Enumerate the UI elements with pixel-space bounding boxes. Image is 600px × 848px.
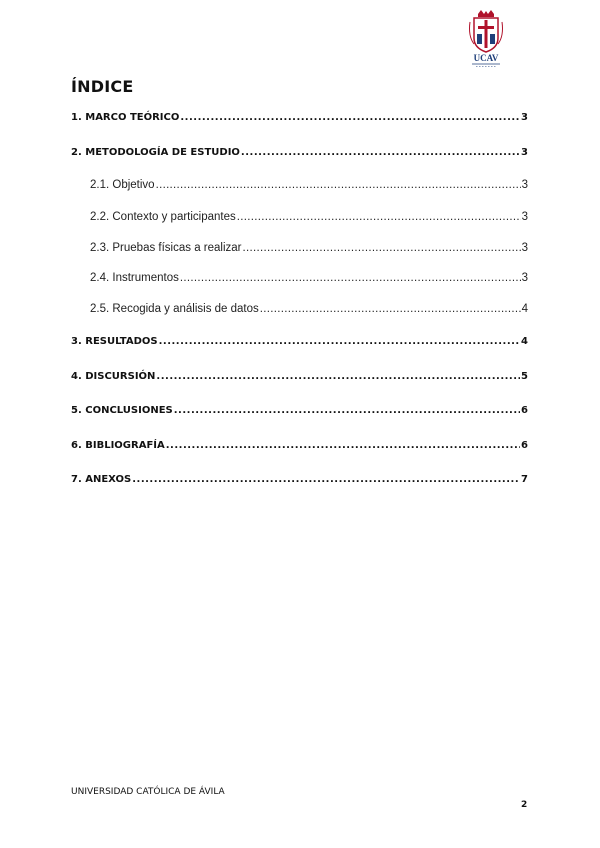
- toc-entry-page: 4: [521, 336, 528, 347]
- toc-entry-label: 2.2. Contexto y participantes: [90, 211, 236, 223]
- dot-leader: [156, 371, 520, 382]
- toc-entry-bibliografia[interactable]: [71, 440, 528, 451]
- toc-entry-anexos[interactable]: [71, 474, 528, 485]
- toc-entry-page: 3: [521, 112, 528, 123]
- toc-entry-instrumentos[interactable]: [90, 272, 528, 284]
- footer-institution: UNIVERSIDAD CATÓLICA DE ÁVILA: [71, 787, 225, 797]
- toc-entry-label: 1. MARCO TEÓRICO: [71, 112, 180, 123]
- toc-entry-resultados[interactable]: [71, 336, 528, 347]
- toc-entry-conclusiones[interactable]: [71, 405, 528, 416]
- toc-entry-objetivo[interactable]: [90, 179, 528, 191]
- toc-entry-page: 6: [521, 440, 528, 451]
- toc-entry-page: 7: [521, 474, 528, 485]
- toc-entry-label: 2.3. Pruebas físicas a realizar: [90, 242, 242, 254]
- toc-entry-page: 6: [521, 405, 528, 416]
- toc-entry-label: 2.1. Objetivo: [90, 179, 155, 191]
- dot-leader: [132, 474, 520, 485]
- toc-entry-recogida[interactable]: [90, 303, 528, 315]
- toc-entry-marco-teorico[interactable]: [71, 112, 528, 123]
- ucav-logo: [466, 10, 506, 68]
- toc-entry-discursion[interactable]: [71, 371, 528, 382]
- toc-entry-page: 3: [521, 272, 528, 284]
- logo-text: UCAV: [473, 53, 499, 63]
- toc-entry-page: 5: [521, 371, 528, 382]
- dot-leader: [180, 112, 520, 123]
- dot-leader: [237, 211, 521, 223]
- toc-entry-label: 2.5. Recogida y análisis de datos: [90, 303, 259, 315]
- toc-entry-label: 4. DISCURSIÓN: [71, 371, 156, 382]
- toc-entry-page: 3: [521, 179, 528, 191]
- toc-entry-label: 5. CONCLUSIONES: [71, 405, 173, 416]
- dot-leader: [174, 405, 520, 416]
- toc-entry-page: 3: [521, 211, 528, 223]
- toc-entry-page: 3: [521, 147, 528, 158]
- toc-entry-label: 2.4. Instrumentos: [90, 272, 179, 284]
- toc-entry-contexto[interactable]: [90, 211, 528, 223]
- dot-leader: [159, 336, 520, 347]
- toc-entry-label: 3. RESULTADOS: [71, 336, 158, 347]
- toc-entry-label: 7. ANEXOS: [71, 474, 132, 485]
- dot-leader: [180, 272, 521, 284]
- crown-icon: [478, 10, 494, 17]
- page-number: 2: [521, 800, 528, 810]
- dot-leader: [243, 242, 521, 254]
- toc-entry-page: 4: [521, 303, 528, 315]
- toc-entry-metodologia[interactable]: [71, 147, 528, 158]
- dot-leader: [156, 179, 521, 191]
- dot-leader: [260, 303, 521, 315]
- toc-title: ÍNDICE: [71, 77, 134, 96]
- dot-leader: [166, 440, 520, 451]
- dot-leader: [241, 147, 520, 158]
- toc-entry-label: 2. METODOLOGÍA DE ESTUDIO: [71, 147, 240, 158]
- toc-entry-page: 3: [521, 242, 528, 254]
- toc-entry-label: 6. BIBLIOGRAFÍA: [71, 440, 165, 451]
- toc-entry-pruebas[interactable]: [90, 242, 528, 254]
